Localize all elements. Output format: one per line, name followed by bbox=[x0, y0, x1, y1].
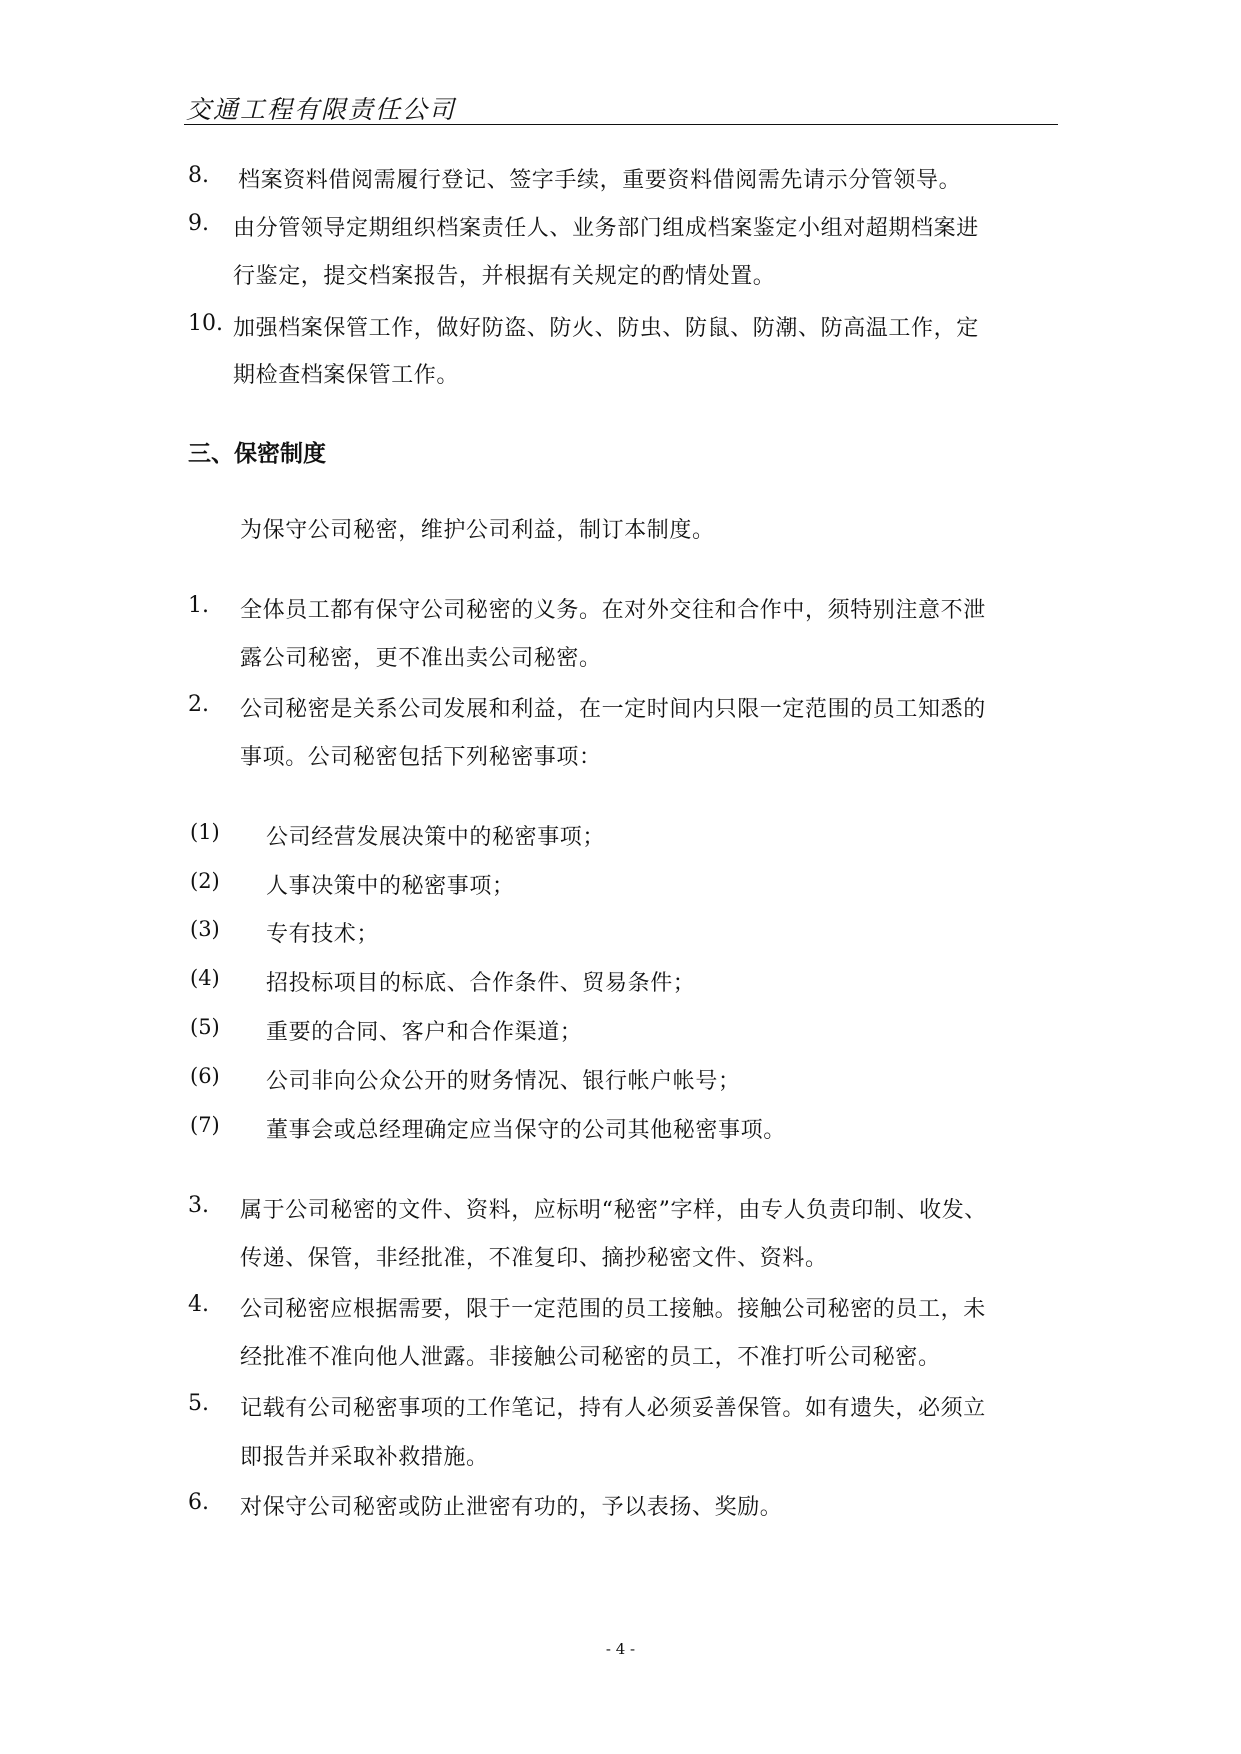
sub-item-text: 专有技术； bbox=[266, 922, 380, 947]
section-intro: 为保守公司秘密，维护公司利益，制订本制度。 bbox=[240, 518, 715, 543]
item-text: 档案资料借阅需履行登记、签字手续，重要资料借阅需先请示分管领导。 bbox=[238, 168, 962, 193]
item-number: 2. bbox=[188, 692, 209, 717]
section-heading: 三、保密制度 bbox=[188, 440, 326, 467]
sub-item-number: (6) bbox=[190, 1064, 220, 1088]
item-text: 公司秘密是关系公司发展和利益，在一定时间内只限一定范围的员工知悉的 bbox=[240, 697, 986, 722]
sub-item-number: (3) bbox=[190, 917, 220, 941]
item-number: 8. bbox=[188, 163, 209, 188]
item-text: 属于公司秘密的文件、资料，应标明“秘密”字样，由专人负责印制、收发、 bbox=[240, 1198, 987, 1223]
sub-item-text: 招投标项目的标底、合作条件、贸易条件； bbox=[266, 971, 696, 996]
item-number: 5. bbox=[188, 1391, 209, 1416]
sub-item-text: 人事决策中的秘密事项； bbox=[266, 874, 515, 899]
sub-item-number: (4) bbox=[190, 966, 220, 990]
item-text: 公司秘密应根据需要，限于一定范围的员工接触。接触公司秘密的员工，未 bbox=[240, 1297, 986, 1322]
item-text: 期检查档案保管工作。 bbox=[233, 363, 460, 388]
item-text: 全体员工都有保守公司秘密的义务。在对外交往和合作中，须特别注意不泄 bbox=[240, 598, 986, 623]
sub-item-text: 公司非向公众公开的财务情况、银行帐户帐号； bbox=[266, 1069, 741, 1094]
item-text: 行鉴定，提交档案报告，并根据有关规定的酌情处置。 bbox=[233, 264, 776, 289]
item-text: 即报告并采取补救措施。 bbox=[240, 1445, 489, 1470]
item-text: 露公司秘密，更不准出卖公司秘密。 bbox=[240, 646, 602, 671]
item-text: 加强档案保管工作，做好防盗、防火、防虫、防鼠、防潮、防高温工作，定 bbox=[233, 316, 979, 341]
sub-item-text: 董事会或总经理确定应当保守的公司其他秘密事项。 bbox=[266, 1118, 786, 1143]
item-text: 传递、保管，非经批准，不准复印、摘抄秘密文件、资料。 bbox=[240, 1246, 828, 1271]
item-text: 经批准不准向他人泄露。非接触公司秘密的员工，不准打听公司秘密。 bbox=[240, 1345, 941, 1370]
item-number: 9. bbox=[188, 211, 209, 236]
item-number: 4. bbox=[188, 1292, 209, 1317]
sub-item-number: (1) bbox=[190, 820, 220, 844]
item-text: 对保守公司秘密或防止泄密有功的，予以表扬、奖励。 bbox=[240, 1495, 783, 1520]
sub-item-number: (2) bbox=[190, 869, 220, 893]
sub-item-number: (5) bbox=[190, 1015, 220, 1039]
item-number: 3. bbox=[188, 1193, 209, 1218]
sub-item-number: (7) bbox=[190, 1113, 220, 1137]
item-number: 6. bbox=[188, 1490, 209, 1515]
page-number: - 4 - bbox=[605, 1640, 636, 1658]
sub-item-text: 公司经营发展决策中的秘密事项； bbox=[266, 825, 606, 850]
page-header bbox=[184, 86, 1058, 125]
item-text: 记载有公司秘密事项的工作笔记，持有人必须妥善保管。如有遗失，必须立 bbox=[240, 1396, 986, 1421]
company-name: 交通工程有限责任公司 bbox=[186, 95, 457, 124]
item-text: 由分管领导定期组织档案责任人、业务部门组成档案鉴定小组对超期档案进 bbox=[233, 216, 979, 241]
sub-item-text: 重要的合同、客户和合作渠道； bbox=[266, 1020, 583, 1045]
item-number: 1. bbox=[188, 593, 209, 618]
item-text: 事项。公司秘密包括下列秘密事项： bbox=[240, 745, 602, 770]
item-number: 10. bbox=[188, 311, 223, 336]
